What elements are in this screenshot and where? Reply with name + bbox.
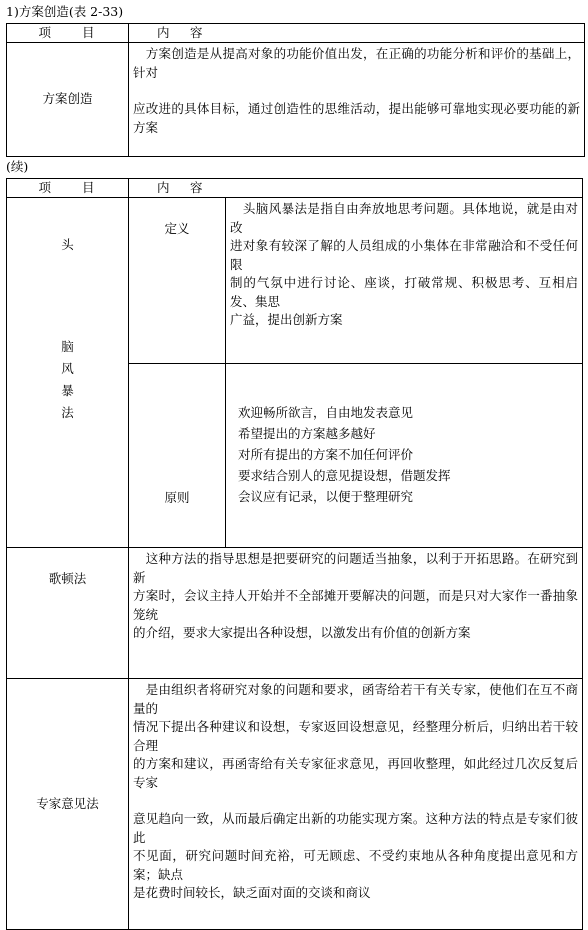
row-content-expert xyxy=(129,679,583,930)
content-line: 意见趋向一致，从而最后确定出新的功能实现方案。这种方法的特点是专家们彼此 xyxy=(133,811,579,845)
content-line: 是花费时间较长，缺乏面对面的交谈和商议 xyxy=(133,885,371,900)
table2-header-row xyxy=(7,179,583,198)
content-line: 的方案和建议，再函寄给有关专家征求意见，再回收整理，如此经过几次反复后专家 xyxy=(133,756,579,790)
table-row xyxy=(7,679,583,930)
row-name-gordon: 歌顿法 xyxy=(7,548,129,679)
principle-label: 原则 xyxy=(129,364,226,548)
row-content-creation xyxy=(129,43,585,157)
content-line: 广益，提出创新方案 xyxy=(230,312,343,327)
table1-header-row xyxy=(7,24,585,43)
brainstorm-char: 头 xyxy=(61,237,74,252)
content-line: 这种方法的指导思想是把要研究的问题适当抽象，以利于开拓思路。在研究到新 xyxy=(133,551,579,585)
definition-label: 定义 xyxy=(129,198,226,364)
content-line: 是由组织者将研究对象的问题和要求，函寄给若干有关专家，使他们在互不商量的 xyxy=(133,682,579,716)
row-name-brainstorm xyxy=(7,198,129,548)
table2-caption: (续) xyxy=(6,159,29,174)
table1-caption: 1)方案创造(表 2-33) xyxy=(6,4,124,19)
header-item: 项 目 xyxy=(7,24,129,43)
brainstorm-char: 暴 xyxy=(61,383,74,398)
table-method-continued xyxy=(6,178,583,930)
brainstorm-char: 法 xyxy=(61,405,74,420)
principle-item: 会议应有记录，以便于整理研究 xyxy=(238,489,414,504)
definition-content xyxy=(226,198,583,364)
content-line: 应改进的具体目标，通过创造性的思维活动，提出能够可靠地实现必要功能的新方案 xyxy=(133,101,580,135)
content-line: 制的气氛中进行讨论、座谈，打破常规、积极思考、互相启发、集思 xyxy=(230,275,579,309)
content-line: 不见面，研究问题时间充裕，可无顾虑、不受约束地从各种角度提出意见和方案；缺点 xyxy=(133,848,579,882)
content-line: 方案创造是从提高对象的功能价值出发，在正确的功能分析和评价的基础上，针对 xyxy=(133,46,580,80)
content-line: 头脑风暴法是指自由奔放地思考问题。具体地说，就是由对改 xyxy=(230,201,579,235)
principle-item: 要求结合别人的意见提设想，借题发挥 xyxy=(238,468,451,483)
brainstorm-char: 风 xyxy=(61,361,74,376)
content-line: 的介绍，要求大家提出各种设想，以激发出有价值的创新方案 xyxy=(133,625,471,640)
row-content-gordon xyxy=(129,548,583,679)
header-content: 内 容 xyxy=(129,24,585,43)
table-row xyxy=(7,43,585,157)
table-method-creation xyxy=(6,23,585,157)
row-name-expert: 专家意见法 xyxy=(7,679,129,930)
table-row xyxy=(7,548,583,679)
row-name-creation: 方案创造 xyxy=(7,43,129,157)
content-line xyxy=(133,82,580,100)
table-row xyxy=(7,198,583,364)
principle-content xyxy=(226,364,583,548)
principle-item: 欢迎畅所欲言，自由地发表意见 xyxy=(238,405,414,420)
content-line: 进对象有较深了解的人员组成的小集体在非常融洽和不受任何限 xyxy=(230,238,579,272)
principle-item: 对所有提出的方案不加任何评价 xyxy=(238,447,414,462)
content-line: 情况下提出各种建议和设想，专家返回设想意见，经整理分析后，归纳出若干较合理 xyxy=(133,719,579,753)
brainstorm-char: 脑 xyxy=(61,339,74,354)
content-line xyxy=(133,792,578,810)
header-item: 项 目 xyxy=(7,179,129,198)
header-content: 内 容 xyxy=(129,179,583,198)
principle-item: 希望提出的方案越多越好 xyxy=(238,426,376,441)
content-line: 方案时，会议主持人开始并不全部摊开要解决的问题，而是只对大家作一番抽象笼统 xyxy=(133,588,579,622)
